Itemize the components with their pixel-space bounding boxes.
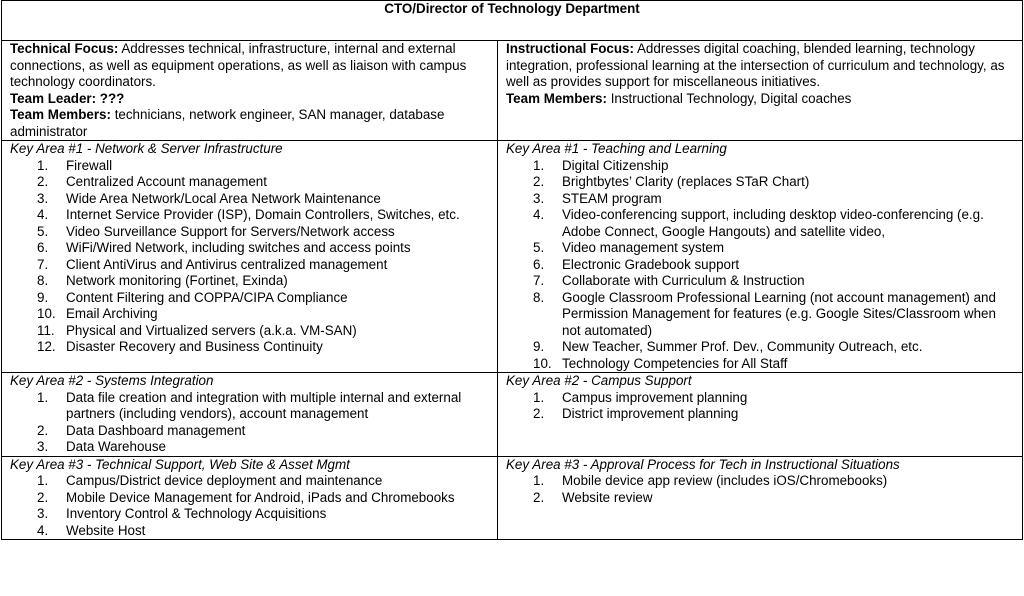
key-area-list xyxy=(10,473,489,539)
list-item-text: Campus/District device deployment and maintenance xyxy=(66,473,383,488)
key-area-list xyxy=(506,158,1014,373)
instructional-area-2 xyxy=(498,373,1023,457)
list-item xyxy=(10,439,489,456)
list-item-text: Video-conferencing support, including desktop video-conferencing (e.g. Adobe Connect, Google Hangouts) and satellite video, xyxy=(562,207,984,239)
technical-area-2 xyxy=(2,373,498,457)
list-item-text: Client AntiVirus and Antivirus centralized management xyxy=(66,256,388,272)
list-item xyxy=(506,158,1014,175)
list-item xyxy=(506,339,1014,356)
list-item xyxy=(10,390,489,423)
list-item-text: Content Filtering and COPPA/CIPA Compliance xyxy=(66,289,348,305)
key-area-row-3 xyxy=(2,456,1023,540)
instructional-members-text: Instructional Technology, Digital coaches xyxy=(606,90,852,106)
list-item-number: 3. xyxy=(37,190,49,206)
list-item-number: 1. xyxy=(37,389,49,405)
list-item-text: Video Surveillance Support for Servers/Network access xyxy=(66,223,395,239)
list-item-text: Mobile Device Management for Android, iPads and Chromebooks xyxy=(66,489,455,505)
list-item-text: Inventory Control & Technology Acquisitions xyxy=(66,506,327,521)
list-item-number: 1. xyxy=(533,473,545,488)
list-item xyxy=(10,257,489,274)
list-item xyxy=(10,490,489,507)
list-item-number: 1. xyxy=(533,389,545,405)
list-item-number: 4. xyxy=(533,207,545,222)
list-item xyxy=(506,390,1014,407)
list-item-text: Technology Competencies for All Staff xyxy=(562,355,788,371)
list-item-text: Wide Area Network/Local Area Network Maintenance xyxy=(66,190,381,206)
technical-area-3 xyxy=(2,456,498,540)
key-area-list xyxy=(506,390,1014,423)
list-item-text: Firewall xyxy=(66,157,113,173)
key-area-list xyxy=(10,390,489,456)
list-item-text: New Teacher, Summer Prof. Dev., Community Outreach, etc. xyxy=(562,339,923,354)
list-item xyxy=(506,356,1014,373)
list-item-text: Data file creation and integration with multiple internal and external partners (including vendors), account management xyxy=(66,389,462,421)
list-item xyxy=(506,406,1014,423)
instructional-area-1 xyxy=(498,141,1023,373)
list-item-number: 2. xyxy=(533,489,545,505)
list-item xyxy=(506,473,1014,490)
instructional-focus-text: Addresses digital coaching, blended learning, technology integration, professional learning at the intersection of curriculum and technology, as well as provides support for miscellaneous initiatives. xyxy=(506,41,1005,89)
list-item-text: STEAM program xyxy=(562,190,662,206)
list-item-number: 1. xyxy=(37,473,49,488)
list-item-number: 6. xyxy=(533,256,545,272)
list-item-number: 11. xyxy=(37,322,55,338)
technical-focus-text: Addresses technical, infrastructure, internal and external connections, as well as equipment operations, as well as liaison with campus technology coordinators. xyxy=(10,41,467,89)
list-item-number: 3. xyxy=(37,439,49,454)
technical-focus-cell xyxy=(2,41,498,141)
list-item-text: Physical and Virtualized servers (a.k.a. VM-SAN) xyxy=(66,322,357,338)
list-item-text: Electronic Gradebook support xyxy=(562,256,740,272)
instructional-members-label: Team Members: xyxy=(506,90,607,106)
team-leader-label: Team Leader: ??? xyxy=(10,90,125,106)
title-row xyxy=(2,1,1023,41)
list-item xyxy=(506,174,1014,191)
list-item-text: Data Dashboard management xyxy=(66,422,246,438)
list-item-text: Brightbytes’ Clarity (replaces STaR Chart) xyxy=(562,174,810,189)
list-item-number: 5. xyxy=(533,240,545,255)
list-item xyxy=(10,240,489,257)
key-area-title: Key Area #3 - Technical Support, Web Site & Asset Mgmt xyxy=(10,456,350,472)
list-item-text: Network monitoring (Fortinet, Exinda) xyxy=(66,273,288,288)
list-item xyxy=(10,207,489,224)
list-item-text: Collaborate with Curriculum & Instruction xyxy=(562,273,805,288)
list-item-number: 3. xyxy=(37,506,49,521)
list-item xyxy=(506,290,1014,340)
list-item xyxy=(506,207,1014,240)
list-item-number: 2. xyxy=(533,174,545,189)
list-item xyxy=(506,490,1014,507)
list-item-number: 9. xyxy=(533,339,545,354)
list-item-number: 12. xyxy=(37,339,56,354)
page-title: CTO/Director of Technology Department xyxy=(2,1,1023,41)
list-item-text: District improvement planning xyxy=(562,406,739,421)
list-item xyxy=(10,273,489,290)
instructional-focus-label: Instructional Focus: xyxy=(506,41,634,56)
list-item xyxy=(10,323,489,340)
list-item-text: Data Warehouse xyxy=(66,439,166,454)
list-item xyxy=(10,423,489,440)
key-area-title: Key Area #1 - Teaching and Learning xyxy=(506,141,727,156)
list-item-text: Mobile device app review (includes iOS/Chromebooks) xyxy=(562,473,888,488)
technical-members-text: technicians, network engineer, SAN manager, database administrator xyxy=(10,107,445,139)
list-item xyxy=(10,224,489,241)
list-item-number: 8. xyxy=(533,289,545,305)
list-item-number: 4. xyxy=(37,207,49,222)
key-area-title: Key Area #1 - Network & Server Infrastructure xyxy=(10,141,283,156)
key-area-list xyxy=(506,473,1014,506)
list-item-number: 8. xyxy=(37,273,49,288)
list-item xyxy=(10,306,489,323)
list-item-number: 2. xyxy=(37,174,49,189)
list-item-text: Campus improvement planning xyxy=(562,389,748,405)
list-item-text: Centralized Account management xyxy=(66,174,267,189)
list-item-number: 7. xyxy=(533,273,545,288)
list-item-text: Disaster Recovery and Business Continuity xyxy=(66,339,323,354)
list-item-text: Video management system xyxy=(562,240,725,255)
list-item-number: 7. xyxy=(37,256,49,272)
list-item xyxy=(10,158,489,175)
list-item-number: 5. xyxy=(37,223,49,239)
key-area-title: Key Area #3 - Approval Process for Tech in Instructional Situations xyxy=(506,456,900,472)
list-item xyxy=(506,191,1014,208)
list-item-number: 4. xyxy=(37,522,49,538)
key-area-row-1 xyxy=(2,141,1023,373)
list-item xyxy=(10,174,489,191)
department-table xyxy=(1,0,1023,540)
list-item-text: Digital Citizenship xyxy=(562,157,669,173)
instructional-area-3 xyxy=(498,456,1023,540)
list-item xyxy=(506,240,1014,257)
list-item-number: 9. xyxy=(37,289,49,305)
list-item-number: 2. xyxy=(37,422,49,438)
key-area-title: Key Area #2 - Systems Integration xyxy=(10,373,214,388)
focus-row xyxy=(2,41,1023,141)
list-item-text: Website Host xyxy=(66,522,146,538)
list-item xyxy=(10,339,489,356)
list-item xyxy=(10,191,489,208)
technical-area-1 xyxy=(2,141,498,373)
list-item-text: Internet Service Provider (ISP), Domain Controllers, Switches, etc. xyxy=(66,207,460,222)
list-item xyxy=(506,257,1014,274)
list-item-number: 3. xyxy=(533,190,545,206)
list-item-number: 1. xyxy=(37,157,49,173)
list-item xyxy=(506,273,1014,290)
list-item xyxy=(10,473,489,490)
key-area-list xyxy=(10,158,489,356)
list-item-text: Email Archiving xyxy=(66,306,158,321)
list-item xyxy=(10,523,489,540)
list-item-text: Google Classroom Professional Learning (not account management) and Permission Management for features (e.g. Google Sites/Classroom when not automated) xyxy=(562,289,996,338)
list-item xyxy=(10,290,489,307)
list-item xyxy=(10,506,489,523)
instructional-focus-cell xyxy=(498,41,1023,141)
list-item-number: 10. xyxy=(533,355,552,371)
technical-focus-label: Technical Focus: xyxy=(10,41,119,56)
key-area-title: Key Area #2 - Campus Support xyxy=(506,373,692,388)
technical-members-label: Team Members: xyxy=(10,107,111,122)
list-item-text: Website review xyxy=(562,489,653,505)
list-item-number: 2. xyxy=(533,406,545,421)
list-item-number: 1. xyxy=(533,157,545,173)
key-area-row-2 xyxy=(2,373,1023,457)
list-item-text: WiFi/Wired Network, including switches and access points xyxy=(66,240,411,255)
list-item-number: 2. xyxy=(37,489,49,505)
list-item-number: 6. xyxy=(37,240,49,255)
list-item-number: 10. xyxy=(37,306,56,321)
